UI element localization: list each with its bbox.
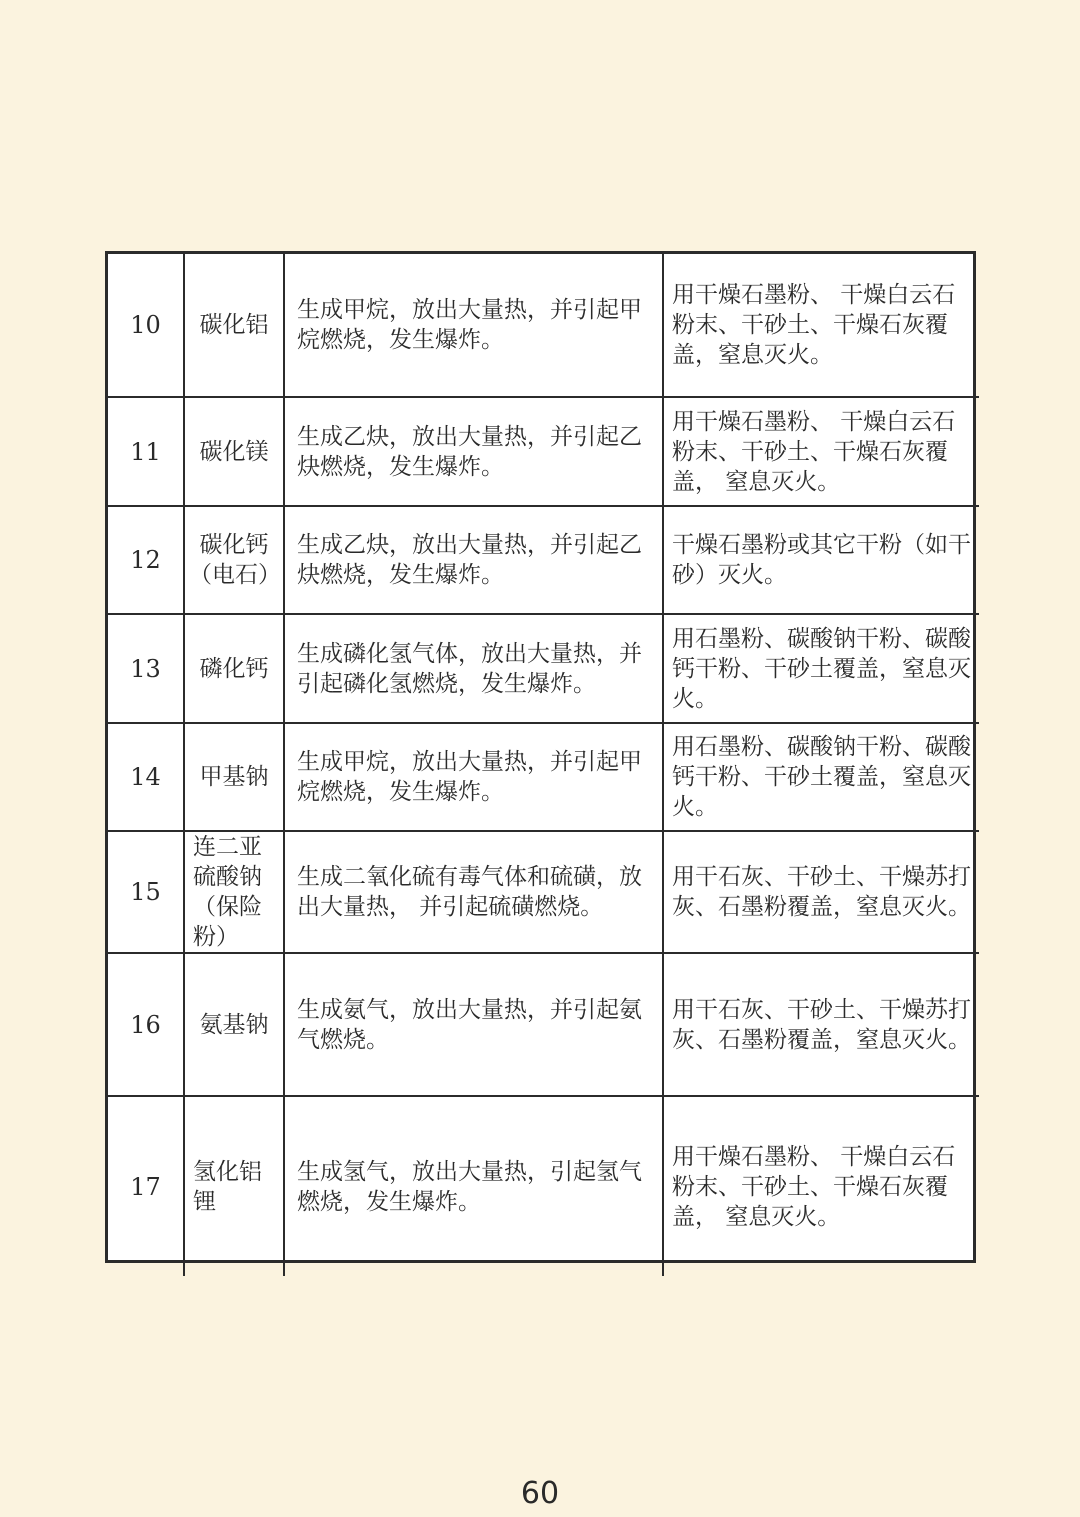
extinguishing-measure: 用石墨粉、碳酸钠干粉、碳酸钙干粉、干砂土覆盖，窒息灭火。 <box>663 723 979 831</box>
row-number: 15 <box>108 831 184 953</box>
row-number: 13 <box>108 614 184 723</box>
table-row <box>108 1096 979 1276</box>
row-number: 12 <box>108 506 184 614</box>
table-row <box>108 831 979 953</box>
table-row <box>108 397 979 506</box>
extinguishing-measure: 用干燥石墨粉、 干燥白云石粉末、干砂土、干燥石灰覆盖， 窒息灭火。 <box>663 1096 979 1276</box>
substance-name: 碳化镁 <box>184 397 284 506</box>
substance-name: 碳化钙（电石） <box>184 506 284 614</box>
row-number: 16 <box>108 953 184 1096</box>
extinguishing-measure: 用干石灰、干砂土、干燥苏打灰、石墨粉覆盖，窒息灭火。 <box>663 831 979 953</box>
extinguishing-measure: 用干石灰、干砂土、干燥苏打灰、石墨粉覆盖，窒息灭火。 <box>663 953 979 1096</box>
reaction-description: 生成乙炔，放出大量热，并引起乙炔燃烧，发生爆炸。 <box>284 397 663 506</box>
substance-name: 连二亚硫酸钠（保险粉） <box>184 831 284 953</box>
reaction-description: 生成氢气，放出大量热，引起氢气燃烧，发生爆炸。 <box>284 1096 663 1276</box>
extinguishing-measure: 用干燥石墨粉、 干燥白云石粉末、干砂土、干燥石灰覆盖， 窒息灭火。 <box>663 397 979 506</box>
reaction-description: 生成甲烷，放出大量热，并引起甲烷燃烧，发生爆炸。 <box>284 723 663 831</box>
reaction-description: 生成二氧化硫有毒气体和硫磺，放出大量热， 并引起硫磺燃烧。 <box>284 831 663 953</box>
extinguishing-measure: 干燥石墨粉或其它干粉（如干砂）灭火。 <box>663 506 979 614</box>
extinguishing-measure: 用干燥石墨粉、 干燥白云石粉末、干砂土、干燥石灰覆盖，窒息灭火。 <box>663 254 979 397</box>
row-number: 11 <box>108 397 184 506</box>
substance-name: 碳化铝 <box>184 254 284 397</box>
table-row <box>108 953 979 1096</box>
row-number: 10 <box>108 254 184 397</box>
row-number: 17 <box>108 1096 184 1276</box>
reaction-description: 生成磷化氢气体，放出大量热，并引起磷化氢燃烧，发生爆炸。 <box>284 614 663 723</box>
substance-name: 氨基钠 <box>184 953 284 1096</box>
substance-name: 磷化钙 <box>184 614 284 723</box>
substance-name: 氢化铝锂 <box>184 1096 284 1276</box>
reaction-description: 生成乙炔，放出大量热，并引起乙炔燃烧，发生爆炸。 <box>284 506 663 614</box>
row-number: 14 <box>108 723 184 831</box>
hazard-table <box>108 254 979 1276</box>
fire-extinguishing-table <box>105 251 976 1263</box>
reaction-description: 生成氨气，放出大量热，并引起氨气燃烧。 <box>284 953 663 1096</box>
extinguishing-measure: 用石墨粉、碳酸钠干粉、碳酸钙干粉、干砂土覆盖，窒息灭火。 <box>663 614 979 723</box>
table-row <box>108 723 979 831</box>
substance-name: 甲基钠 <box>184 723 284 831</box>
reaction-description: 生成甲烷，放出大量热，并引起甲烷燃烧，发生爆炸。 <box>284 254 663 397</box>
table-row <box>108 614 979 723</box>
table-row <box>108 506 979 614</box>
page-number: 60 <box>520 1476 560 1511</box>
table-row <box>108 254 979 397</box>
